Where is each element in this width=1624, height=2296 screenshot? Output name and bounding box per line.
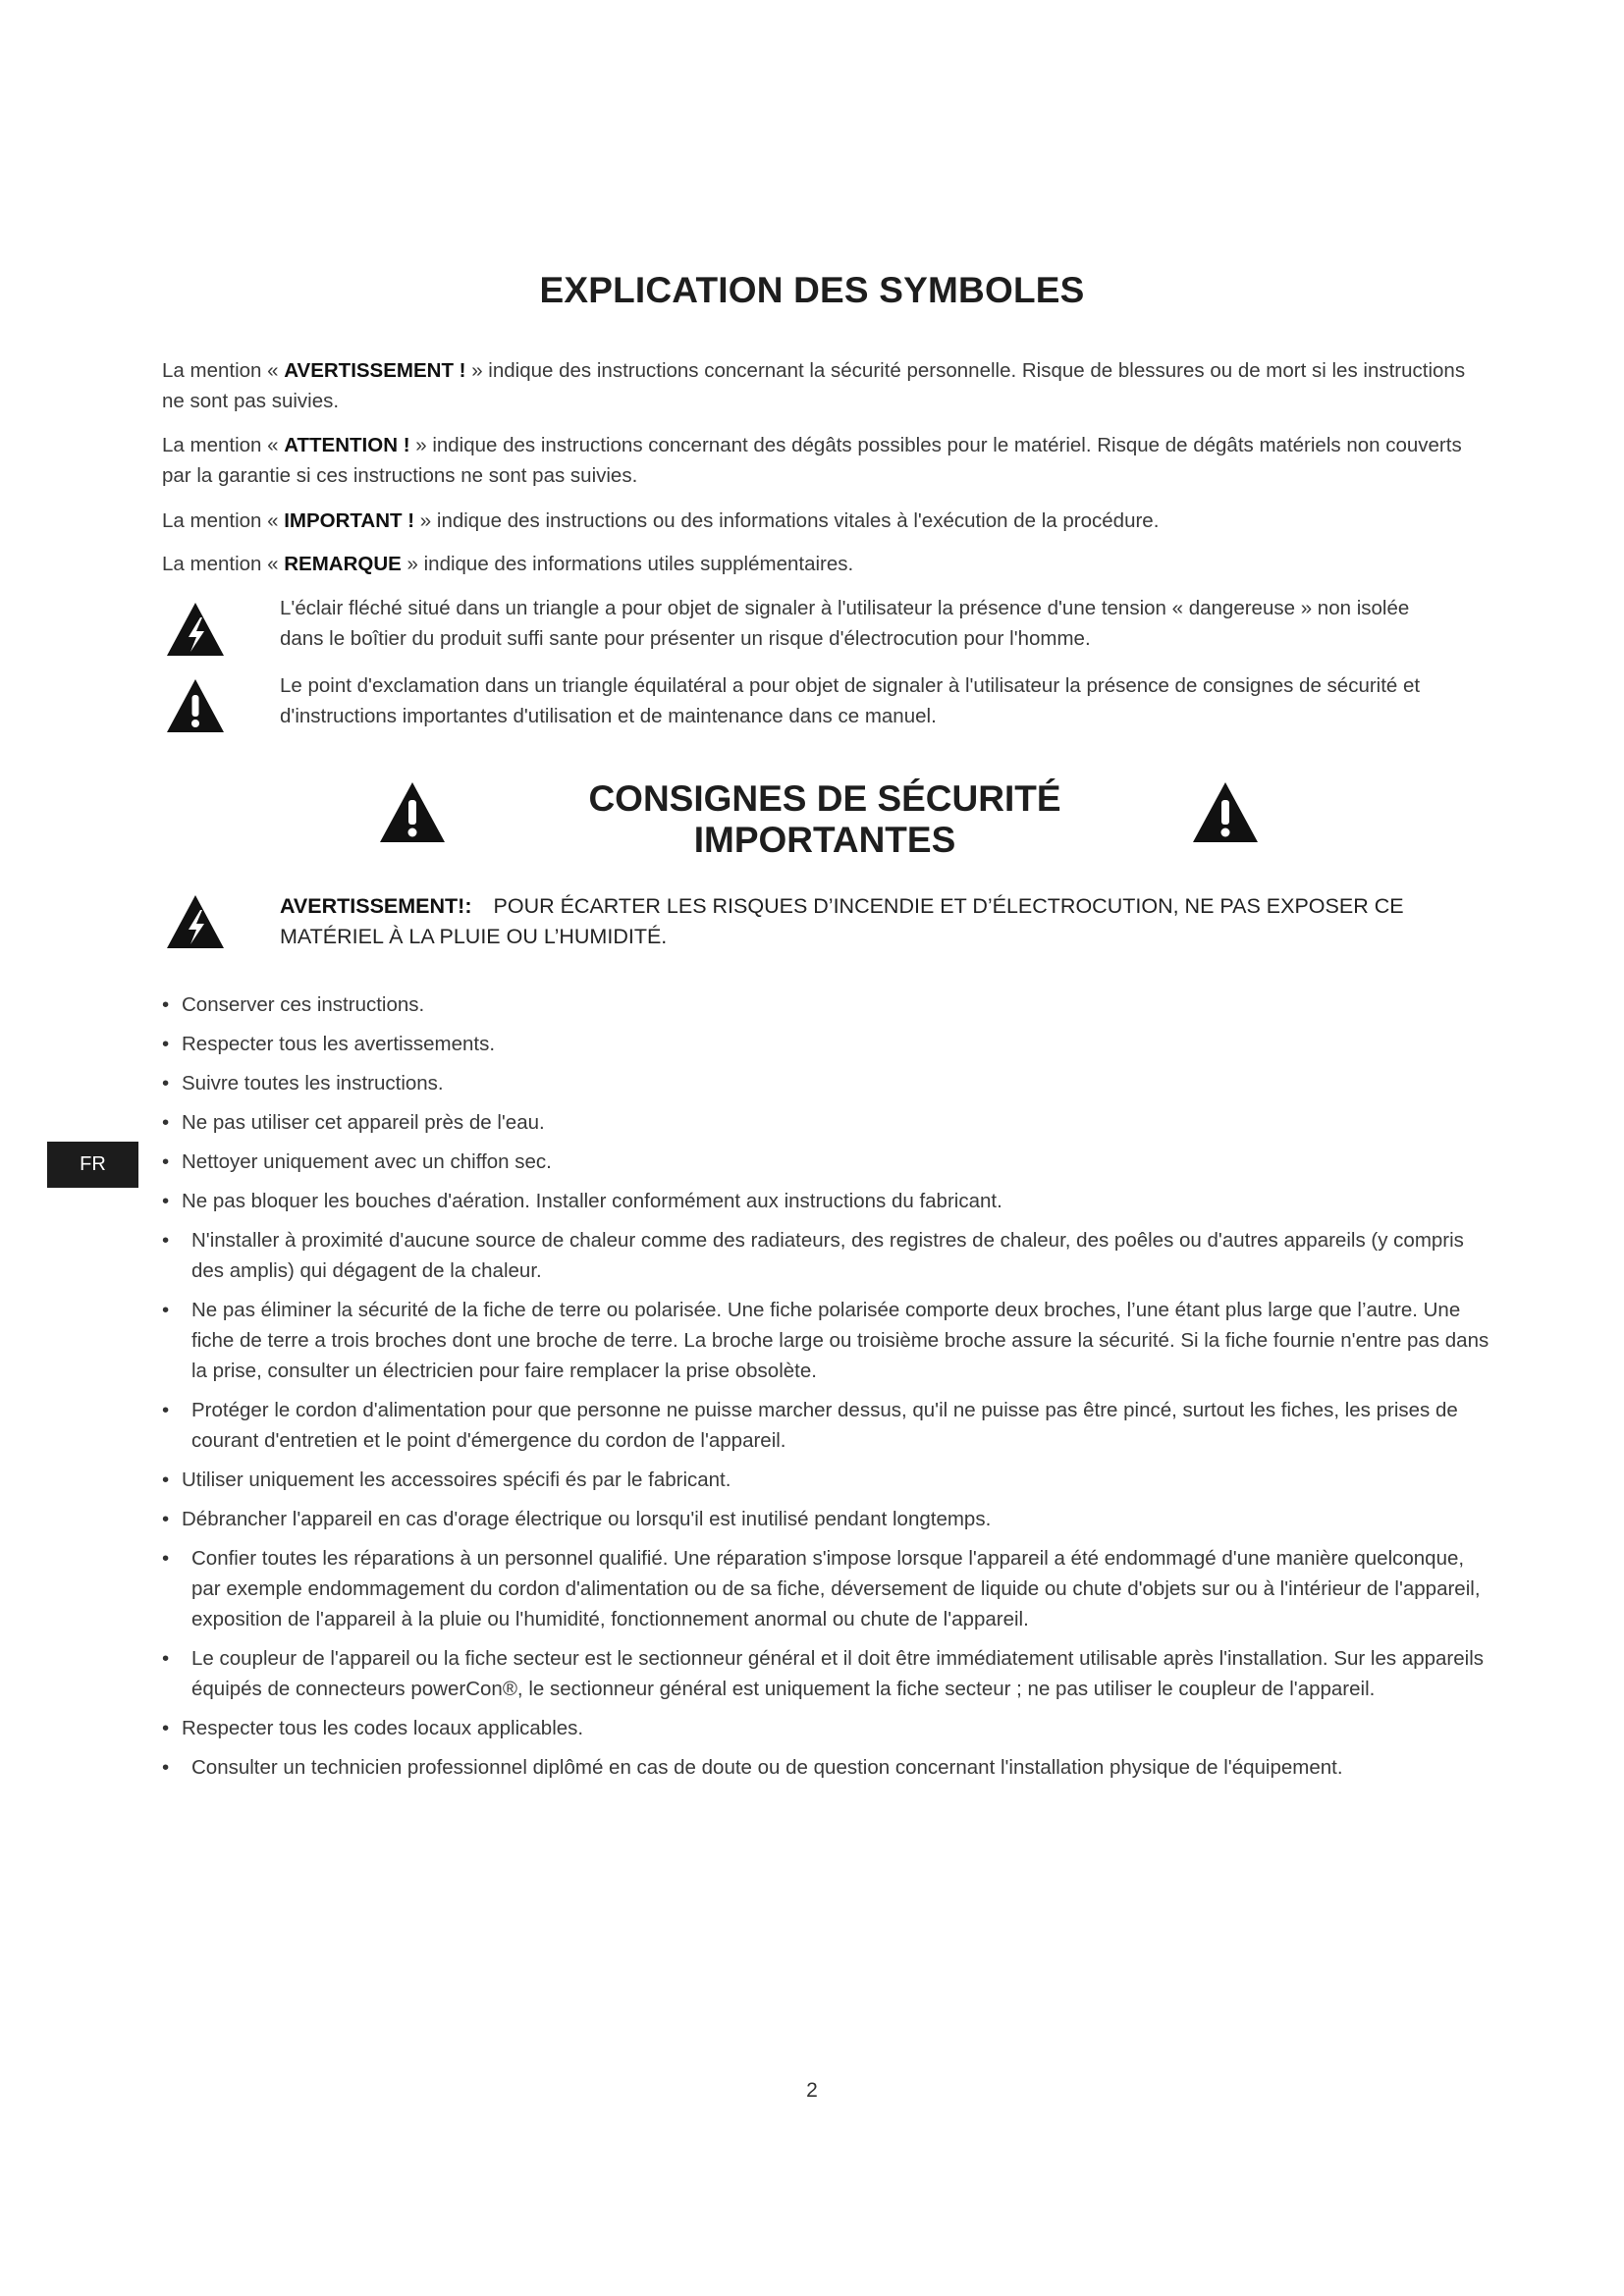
definition-keyword: AVERTISSEMENT ! (284, 359, 466, 382)
definition-prefix: La mention « (162, 509, 285, 532)
list-item: • Respecter tous les avertissements. (162, 1029, 1497, 1059)
safety-instructions-list (162, 989, 1497, 1791)
list-item: • Nettoyer uniquement avec un chiffon sec. (162, 1147, 1497, 1177)
definition-prefix: La mention « (162, 434, 285, 456)
exclamation-warning-icon (165, 677, 226, 734)
list-item: • Ne pas éliminer la sécurité de la fiche de terre ou polarisée. Une fiche polarisée comporte deux broches, l’une étant plus large que l’autre. Une fiche de terre a trois broches dont une broche de terre. La broche large ou troisième broche assure la sécurité. Si la fiche fournie n'entre pas dans la prise, consulter un électricien pour faire remplacer la prise obsolète. (162, 1295, 1497, 1386)
definition-note (162, 549, 1468, 579)
definition-text: » indique des informations utiles supplémentaires. (401, 553, 854, 575)
list-item: • Consulter un technicien professionnel diplômé en cas de doute ou de question concernant l'installation physique de l'équipement. (162, 1752, 1497, 1783)
list-item: • Ne pas utiliser cet appareil près de l'eau. (162, 1107, 1497, 1138)
list-item: • Protéger le cordon d'alimentation pour que personne ne puisse marcher dessus, qu'il ne puisse pas être pincé, surtout les fiches, les prises de courant d'entretien et le point d'émergence du cordon de l'appareil. (162, 1395, 1497, 1456)
list-item: • Conserver ces instructions. (162, 989, 1497, 1020)
exclamation-warning-icon (378, 780, 447, 844)
list-item: • Utiliser uniquement les accessoires spécifi és par le fabricant. (162, 1465, 1497, 1495)
symbols-section-title: EXPLICATION DES SYMBOLES (539, 270, 1085, 310)
definition-keyword: ATTENTION ! (284, 434, 410, 456)
safety-section-title: CONSIGNES DE SÉCURITÉ IMPORTANTES (588, 778, 1061, 860)
definition-prefix: La mention « (162, 553, 285, 575)
warning-label: AVERTISSEMENT!: (280, 894, 472, 918)
lightning-symbol-description: L'éclair fléché situé dans un triangle a pour objet de signaler à l'utilisateur la présence d'une tension « dangereuse » non isolée dans le boîtier du produit suffi sante pour présenter un risque d'électrocution pour l'homme. (280, 597, 1410, 650)
list-item: • Respecter tous les codes locaux applicables. (162, 1713, 1497, 1743)
lightning-warning-icon (165, 601, 226, 658)
definition-important (162, 506, 1468, 536)
definition-warning (162, 355, 1468, 416)
warning-text: POUR ÉCARTER LES RISQUES D’INCENDIE ET D’ÉLECTROCUTION, NE PAS EXPOSER CE MATÉRIEL À LA PLUIE OU L’HUMIDITÉ. (280, 894, 1404, 948)
exclamation-symbol-description: Le point d'exclamation dans un triangle équilatéral a pour objet de signaler à l'utilisateur la présence de consignes de sécurité et d'instructions importantes d'utilisation et de maintenance dans ce manuel. (280, 674, 1421, 727)
list-item: • N'installer à proximité d'aucune source de chaleur comme des radiateurs, des registres de chaleur, des poêles ou d'autres appareils (y compris des amplis) qui dégagent de la chaleur. (162, 1225, 1497, 1286)
definition-prefix: La mention « (162, 359, 285, 382)
definition-text: » indique des instructions concernant la sécurité personnelle. Risque de blessures ou de mort si les instructions ne sont pas suivies. (162, 359, 1466, 412)
definition-keyword: IMPORTANT ! (284, 509, 415, 532)
definition-keyword: REMARQUE (284, 553, 402, 575)
list-item: • Le coupleur de l'appareil ou la fiche secteur est le sectionneur général et il doit être immédiatement utilisable après l'installation. Sur les appareils équipés de connecteurs powerCon®, le sectionneur général est uniquement la fiche secteur ; ne pas utiliser le coupleur de l'appareil. (162, 1643, 1497, 1704)
exclamation-warning-icon (1191, 780, 1260, 844)
definition-caution (162, 430, 1468, 491)
list-item: • Confier toutes les réparations à un personnel qualifié. Une réparation s'impose lorsque l'appareil a été endommagé d'une manière quelconque, par exemple endommagement du cordon d'alimentation ou de sa fiche, déversement de liquide ou chute d'objets sur ou à l'intérieur de l'appareil, exposition de l'appareil à la pluie ou l'humidité, fonctionnement anormal ou chute de l'appareil. (162, 1543, 1497, 1634)
list-item: • Ne pas bloquer les bouches d'aération. Installer conformément aux instructions du fabricant. (162, 1186, 1497, 1216)
language-tab: FR (47, 1142, 138, 1188)
list-item: • Suivre toutes les instructions. (162, 1068, 1497, 1098)
page-number: 2 (806, 2079, 818, 2102)
definition-text: » indique des instructions concernant des dégâts possibles pour le matériel. Risque de dégâts matériels non couverts par la garantie si ces instructions ne sont pas suivies. (162, 434, 1462, 487)
list-item: • Débrancher l'appareil en cas d'orage électrique ou lorsqu'il est inutilisé pendant longtemps. (162, 1504, 1497, 1534)
fire-shock-warning (280, 891, 1458, 952)
definition-text: » indique des instructions ou des informations vitales à l'exécution de la procédure. (414, 509, 1160, 532)
lightning-warning-icon (165, 893, 226, 950)
